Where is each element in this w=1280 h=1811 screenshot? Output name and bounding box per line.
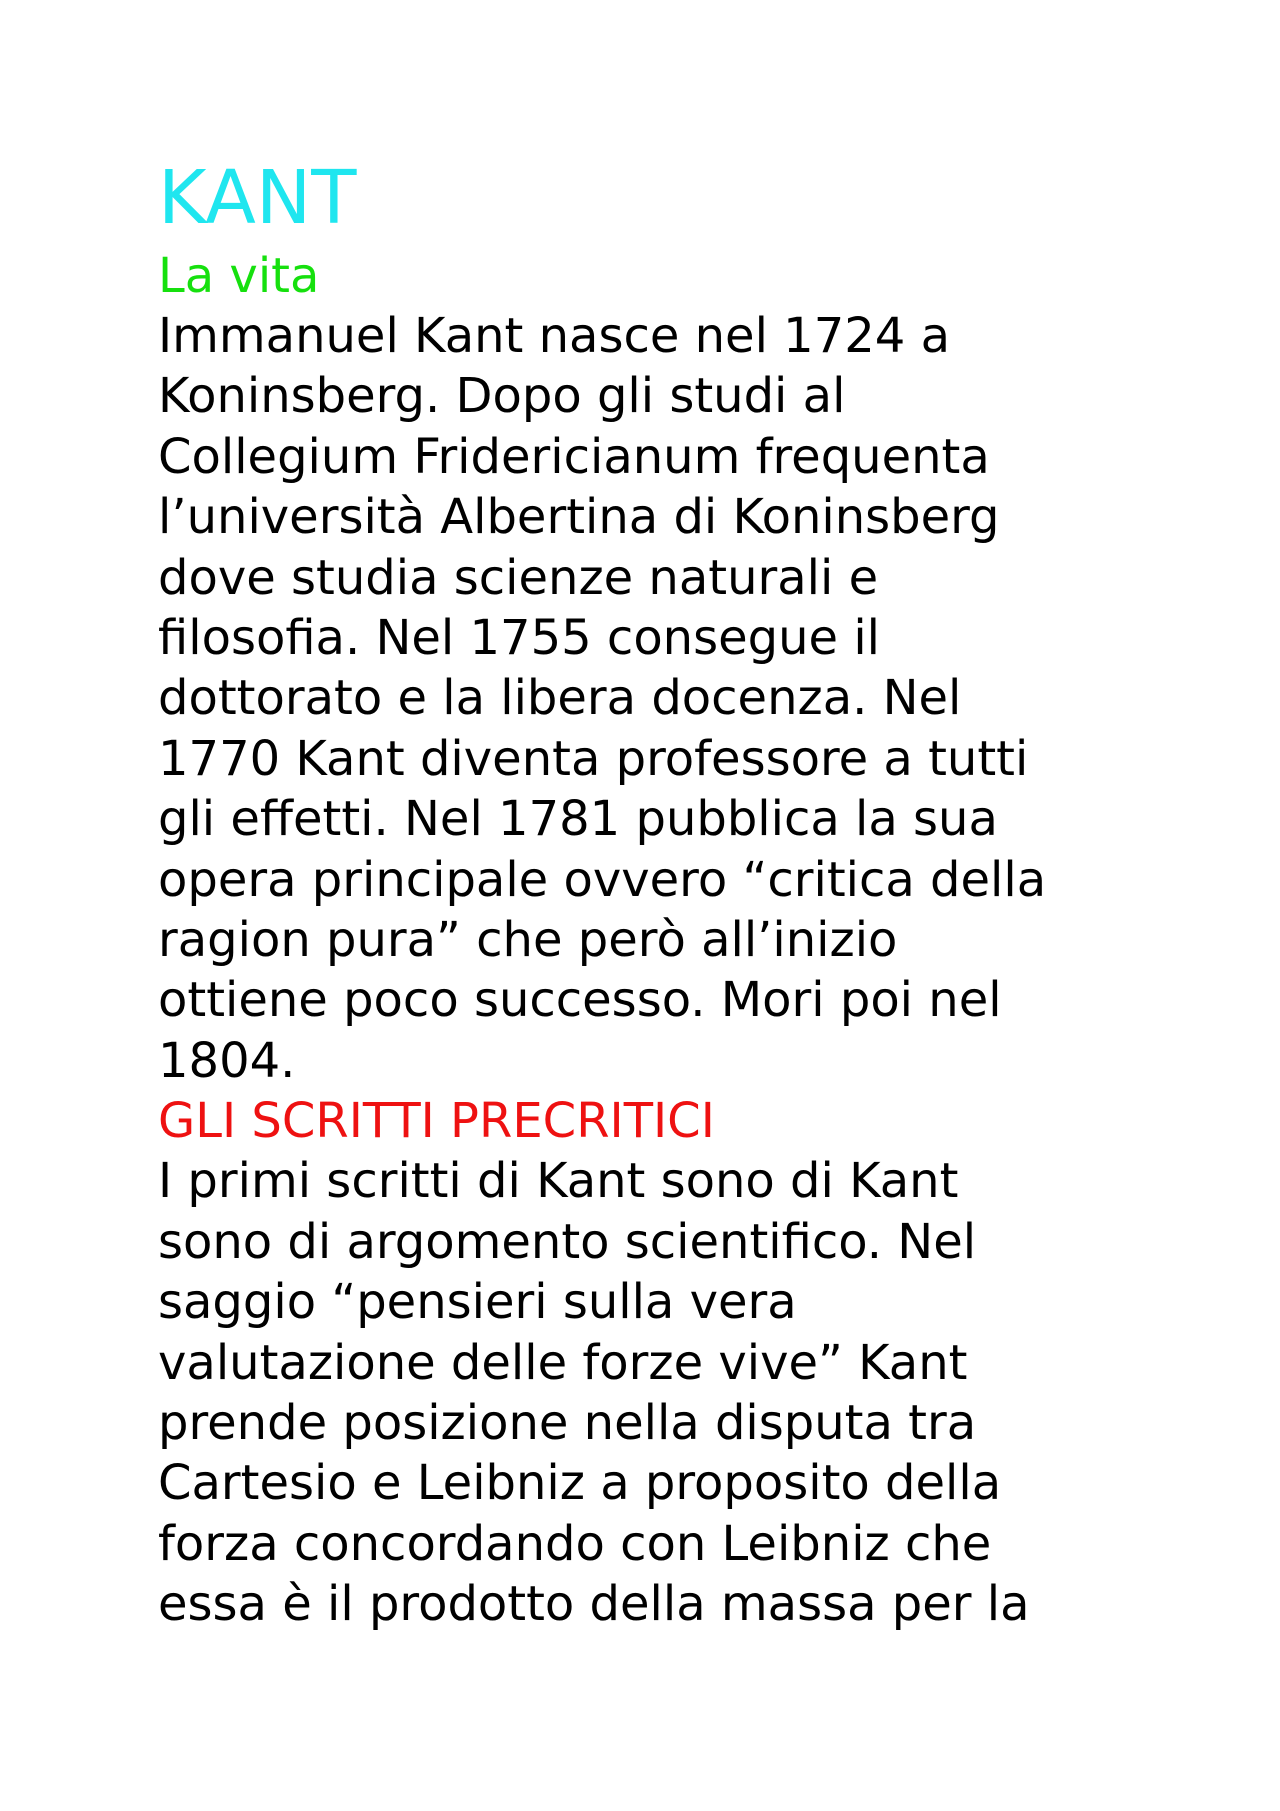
text-line: 1804.: [158, 1032, 296, 1089]
section-la-vita: [158, 246, 1158, 1091]
text-line: dottorato e la libera docenza. Nel: [158, 670, 962, 727]
paragraph-la-vita: [158, 306, 1158, 1091]
text-line: sono di argomento scientifico. Nel: [158, 1213, 977, 1270]
text-line: saggio “pensieri sulla vera: [158, 1274, 797, 1331]
section-heading-la-vita: La vita: [158, 248, 320, 304]
text-line: Koninsberg. Dopo gli studi al: [158, 368, 846, 425]
document-page: [158, 150, 1158, 1635]
text-line: prende posizione nella disputa tra: [158, 1394, 977, 1451]
text-line: dove studia scienze naturali e: [158, 549, 879, 606]
text-line: l’università Albertina di Koninsberg: [158, 489, 1000, 546]
text-line: gli effetti. Nel 1781 pubblica la sua: [158, 791, 998, 848]
text-line: ragion pura” che però all’inizio: [158, 912, 898, 969]
text-line: forza concordando con Leibniz che: [158, 1515, 992, 1572]
text-line: Collegium Fridericianum frequenta: [158, 428, 990, 485]
section-scritti-precritici: [158, 1091, 1158, 1634]
text-line: 1770 Kant diventa professore a tutti: [158, 730, 1029, 787]
document-title: KANT: [158, 155, 357, 241]
text-line: filosofia. Nel 1755 consegue il: [158, 610, 880, 667]
text-line: valutazione delle forze vive” Kant: [158, 1334, 968, 1391]
text-line: opera principale ovvero “critica della: [158, 851, 1047, 908]
text-line: ottiene poco successo. Mori poi nel: [158, 972, 1002, 1029]
text-line: Cartesio e Leibniz a proposito della: [158, 1455, 1002, 1512]
paragraph-scritti-precritici: [158, 1151, 1158, 1634]
text-line: essa è il prodotto della massa per la: [158, 1576, 1030, 1633]
section-heading-scritti-precritici: GLI SCRITTI PRECRITICI: [158, 1093, 715, 1150]
text-line: Immanuel Kant nasce nel 1724 a: [158, 308, 950, 364]
text-line: I primi scritti di Kant sono di Kant: [158, 1153, 959, 1210]
